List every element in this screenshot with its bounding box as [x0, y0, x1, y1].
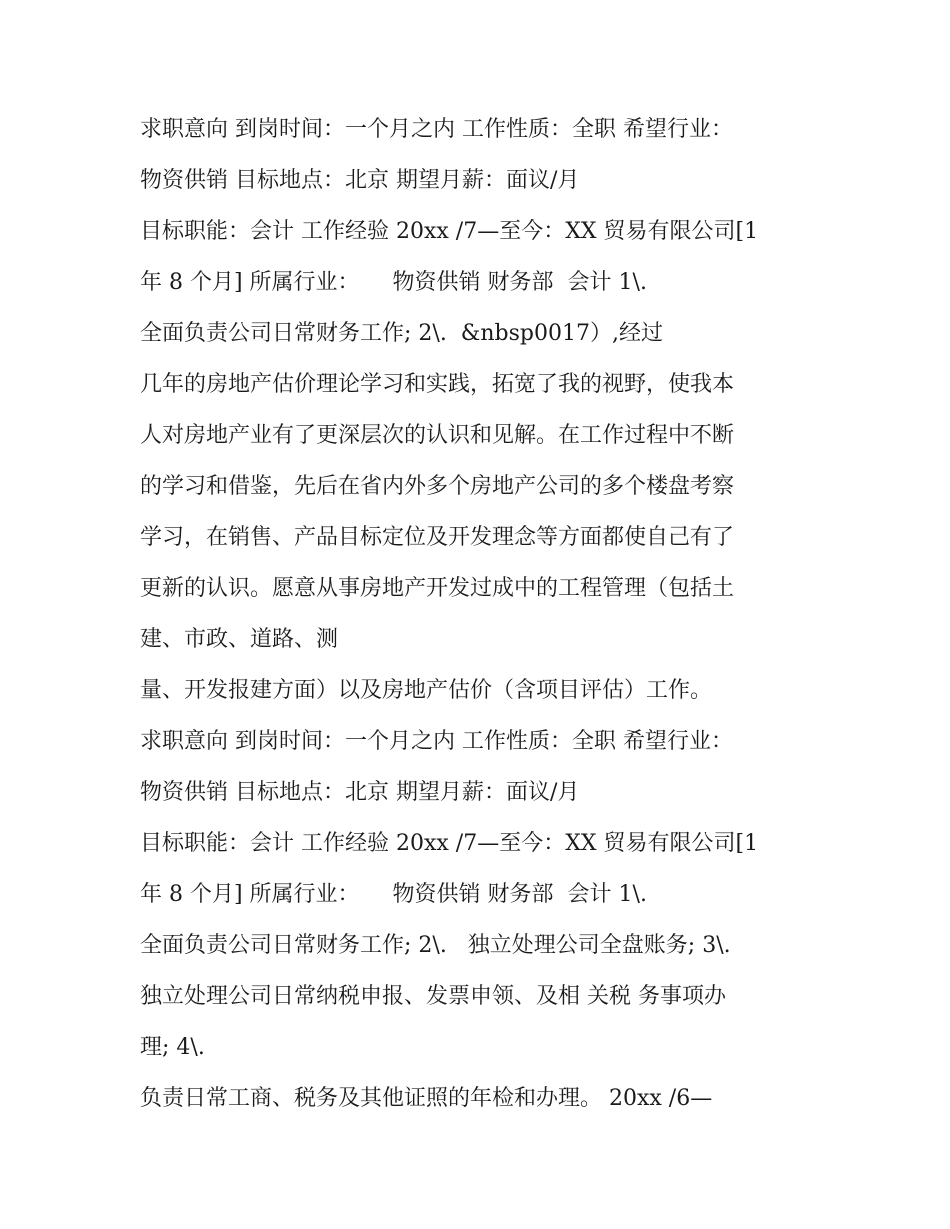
- text-line: 人对房地产业有了更深层次的认识和见解。在工作过程中不断: [140, 423, 735, 448]
- text-line: 物资供销 目标地点：北京 期望月薪：面议/月: [140, 780, 580, 805]
- text-line: 物资供销 目标地点：北京 期望月薪：面议/月: [140, 168, 580, 193]
- text-line: 求职意向 到岗时间：一个月之内 工作性质：全职 希望行业：: [140, 729, 733, 754]
- text-line: 负责日常工商、税务及其他证照的年检和办理。 20xx /6—: [140, 1086, 713, 1111]
- text-line: 学习，在销售、产品目标定位及开发理念等方面都使自己有了: [140, 525, 735, 550]
- body-text: [140, 104, 840, 1124]
- text-line: 全面负责公司日常财务工作; 2\. &nbsp0017）,经过: [140, 321, 663, 346]
- text-line: 全面负责公司日常财务工作; 2\. 独立处理公司全盘账务; 3\.: [140, 933, 731, 958]
- text-line: 几年的房地产估价理论学习和实践，拓宽了我的视野，使我本: [140, 372, 735, 397]
- text-line: 的学习和借鉴，先后在省内外多个房地产公司的多个楼盘考察: [140, 474, 735, 499]
- text-line: 独立处理公司日常纳税申报、发票申领、及相 关税 务事项办: [140, 984, 726, 1009]
- text-line: 年 8 个月] 所属行业： 物资供销 财务部 会计 1\.: [140, 270, 647, 295]
- text-line: 年 8 个月] 所属行业： 物资供销 财务部 会计 1\.: [140, 882, 647, 907]
- text-line: 目标职能：会计 工作经验 20xx /7—至今：XX 贸易有限公司[1: [140, 219, 759, 244]
- text-line: 量、开发报建方面）以及房地产估价（含项目评估）工作。: [140, 678, 713, 703]
- text-line: 更新的认识。愿意从事房地产开发过成中的工程管理（包括土: [140, 576, 735, 601]
- text-line: 目标职能：会计 工作经验 20xx /7—至今：XX 贸易有限公司[1: [140, 831, 759, 856]
- text-line: 求职意向 到岗时间：一个月之内 工作性质：全职 希望行业：: [140, 117, 733, 142]
- text-line: 理; 4\.: [140, 1035, 205, 1060]
- text-line: 建、市政、道路、测: [140, 627, 339, 652]
